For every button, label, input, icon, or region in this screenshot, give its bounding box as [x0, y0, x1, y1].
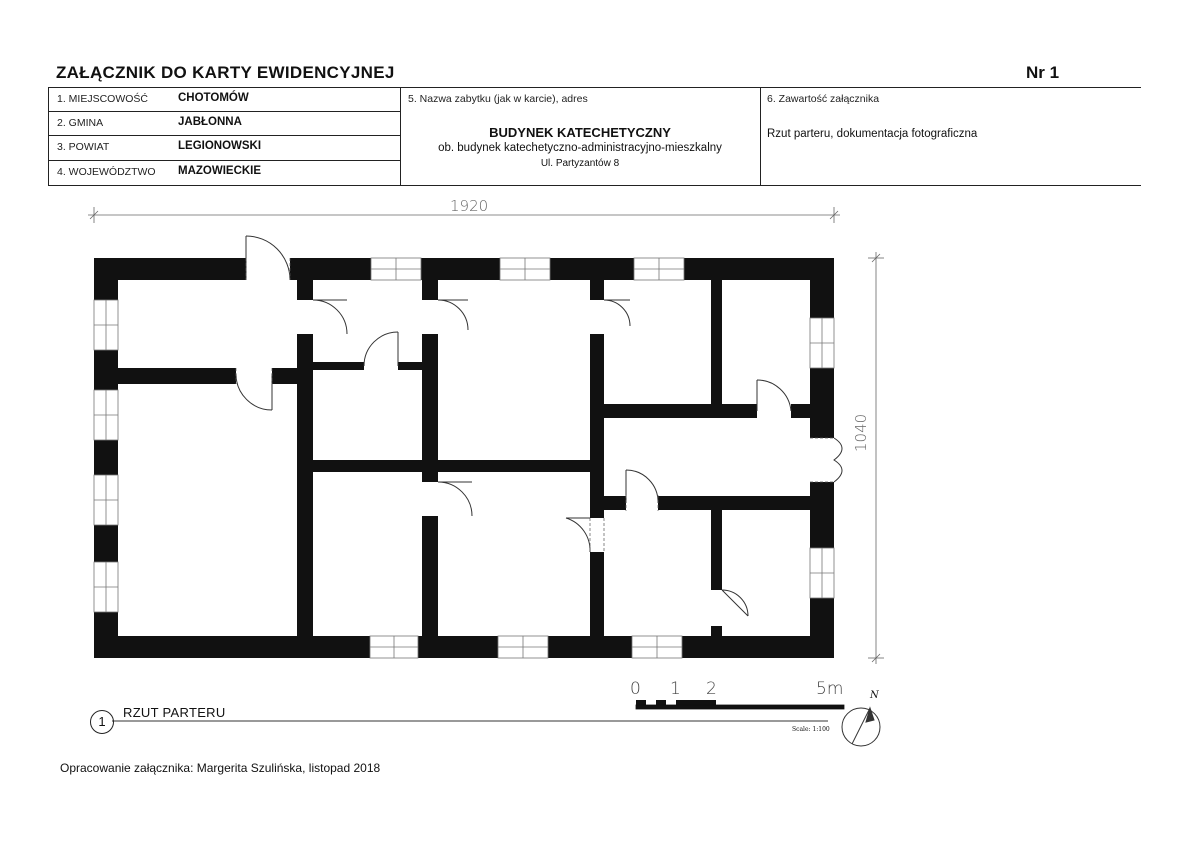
walls [94, 258, 834, 658]
scale-label-5m: 5m [816, 679, 844, 699]
field-value-gmina: JABŁONNA [178, 116, 242, 128]
field-label-powiat: 3. POWIAT [57, 141, 110, 153]
height-dimension-line [868, 252, 884, 664]
field-label-gmina: 2. GMINA [57, 117, 104, 129]
doors [236, 236, 842, 626]
scale-label-1: 1 [670, 679, 681, 699]
north-label: N [870, 690, 879, 701]
windows [94, 258, 834, 658]
field-value-powiat: LEGIONOWSKI [178, 140, 262, 152]
field-value-wojewodztwo: MAZOWIECKIE [178, 165, 262, 177]
sheet-number: Nr 1 [1026, 63, 1060, 82]
plan-caption: RZUT PARTERU [123, 705, 226, 720]
field-label-miejscowosc: 1. MIEJSCOWOŚĆ [57, 93, 149, 105]
contents-value: Rzut parteru, dokumentacja fotograficzna [767, 128, 978, 140]
monument-address: Ul. Partyzantów 8 [540, 158, 620, 169]
height-dimension: 1040 [852, 413, 870, 452]
scale-bar [636, 700, 844, 709]
field-value-miejscowosc: CHOTOMÓW [178, 92, 249, 104]
page-title: ZAŁĄCZNIK DO KARTY EWIDENCYJNEJ [56, 63, 395, 82]
monument-heading: 5. Nazwa zabytku (jak w karcie), adres [408, 93, 588, 105]
monument-subtitle: ob. budynek katechetyczno-administracyjno-mieszkalny [438, 142, 722, 154]
contents-heading: 6. Zawartość załącznika [767, 93, 880, 105]
width-dimension: 1920 [450, 197, 489, 215]
monument-name: BUDYNEK KATECHETYCZNY [489, 125, 671, 140]
plan-number: 1 [90, 710, 114, 734]
scale-caption: Scale: 1:100 [792, 726, 830, 733]
author-note: Opracowanie załącznika: Margerita Szulińska, listopad 2018 [60, 761, 381, 775]
scale-label-2: 2 [706, 679, 717, 699]
scale-label-0: 0 [630, 679, 641, 699]
north-arrow-icon [842, 708, 880, 746]
field-label-wojewodztwo: 4. WOJEWÓDZTWO [57, 166, 156, 178]
